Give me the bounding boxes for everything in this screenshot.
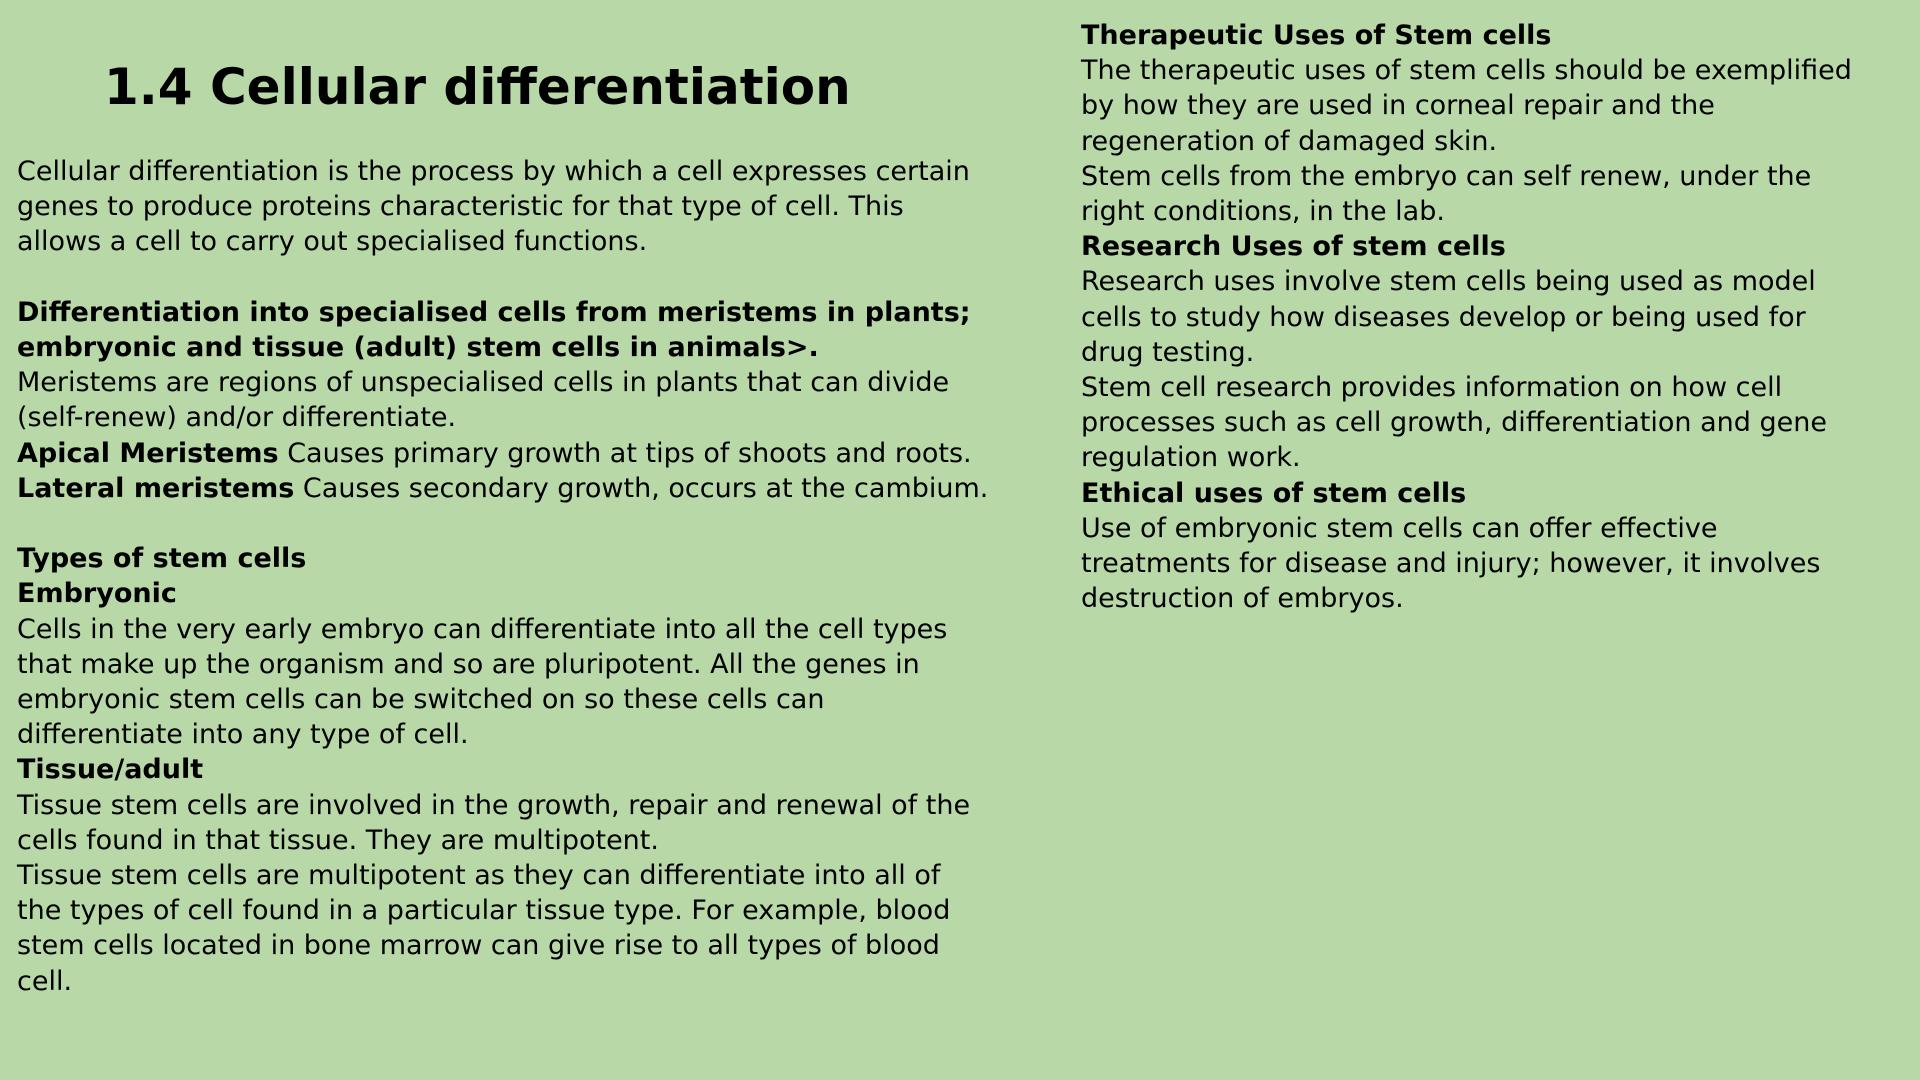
apical-meristems-text: Causes primary growth at tips of shoots and roots.	[278, 437, 972, 469]
lateral-meristems-text: Causes secondary growth, occurs at the cambium.	[294, 472, 989, 504]
therapeutic-paragraph-2: Stem cells from the embryo can self renew, under the right conditions, in the lab.	[1081, 160, 1812, 228]
right-column	[1081, 18, 1911, 616]
lateral-meristems-line	[17, 471, 1047, 506]
apical-meristems-line	[17, 436, 1047, 471]
ethical-paragraph: Use of embryonic stem cells can offer effective treatments for disease and injury; however, it involves destruction of embryos.	[1081, 512, 1821, 615]
left-column	[17, 154, 1047, 999]
apical-meristems-term: Apical Meristems	[17, 437, 279, 469]
research-paragraph-1: Research uses involve stem cells being used as model cells to study how diseases develop or being used for drug testing.	[1081, 266, 1816, 368]
research-uses-heading: Research Uses of stem cells	[1081, 231, 1506, 263]
spacer	[17, 260, 1047, 295]
spacer	[17, 506, 1047, 541]
intro-line: Cellular differentiation is the process by which a cell expresses certain	[17, 156, 970, 187]
intro-paragraph	[17, 154, 1047, 260]
ethical-uses-heading: Ethical uses of stem cells	[1081, 477, 1467, 509]
embryonic-paragraph: Cells in the very early embryo can differentiate into all the cell types that make up the organism and so are pluripotent. All the genes in embryonic stem cells can be switched on so these cells can differentiate into any type of cell.	[17, 613, 948, 751]
tissue-paragraph-1: Tissue stem cells are involved in the growth, repair and renewal of the cells found in that tissue. They are multipotent.	[17, 789, 971, 856]
tissue-paragraph-2: Tissue stem cells are multipotent as they can differentiate into all of the types of cell found in a particular tissue type. For example, blood stem cells located in bone marrow can give rise to all types of blood cell.	[17, 860, 951, 997]
tissue-adult-heading: Tissue/adult	[17, 754, 204, 786]
intro-line: genes to produce proteins characteristic for that type of cell. This	[17, 191, 904, 223]
lateral-meristems-term: Lateral meristems	[17, 472, 295, 504]
research-paragraph-2: Stem cell research provides information on how cell processes such as cell growth, differentiation and gene regulation work.	[1081, 372, 1827, 474]
page-title: 1.4 Cellular differentiation	[104, 58, 851, 116]
meristems-paragraph: Meristems are regions of unspecialised cells in plants that can divide (self-renew) and/or differentiate.	[17, 367, 950, 434]
therapeutic-paragraph-1: The therapeutic uses of stem cells should be exemplified by how they are used in corneal repair and the regeneration of damaged skin.	[1081, 55, 1852, 157]
embryonic-heading: Embryonic	[17, 578, 177, 610]
types-of-stem-cells-heading: Types of stem cells	[17, 543, 307, 575]
differentiation-heading: Differentiation into specialised cells from meristems in plants; embryonic and tissue (adult) stem cells in animals>.	[17, 296, 971, 363]
intro-line: allows a cell to carry out specialised functions.	[17, 226, 648, 258]
therapeutic-uses-heading: Therapeutic Uses of Stem cells	[1081, 20, 1552, 51]
